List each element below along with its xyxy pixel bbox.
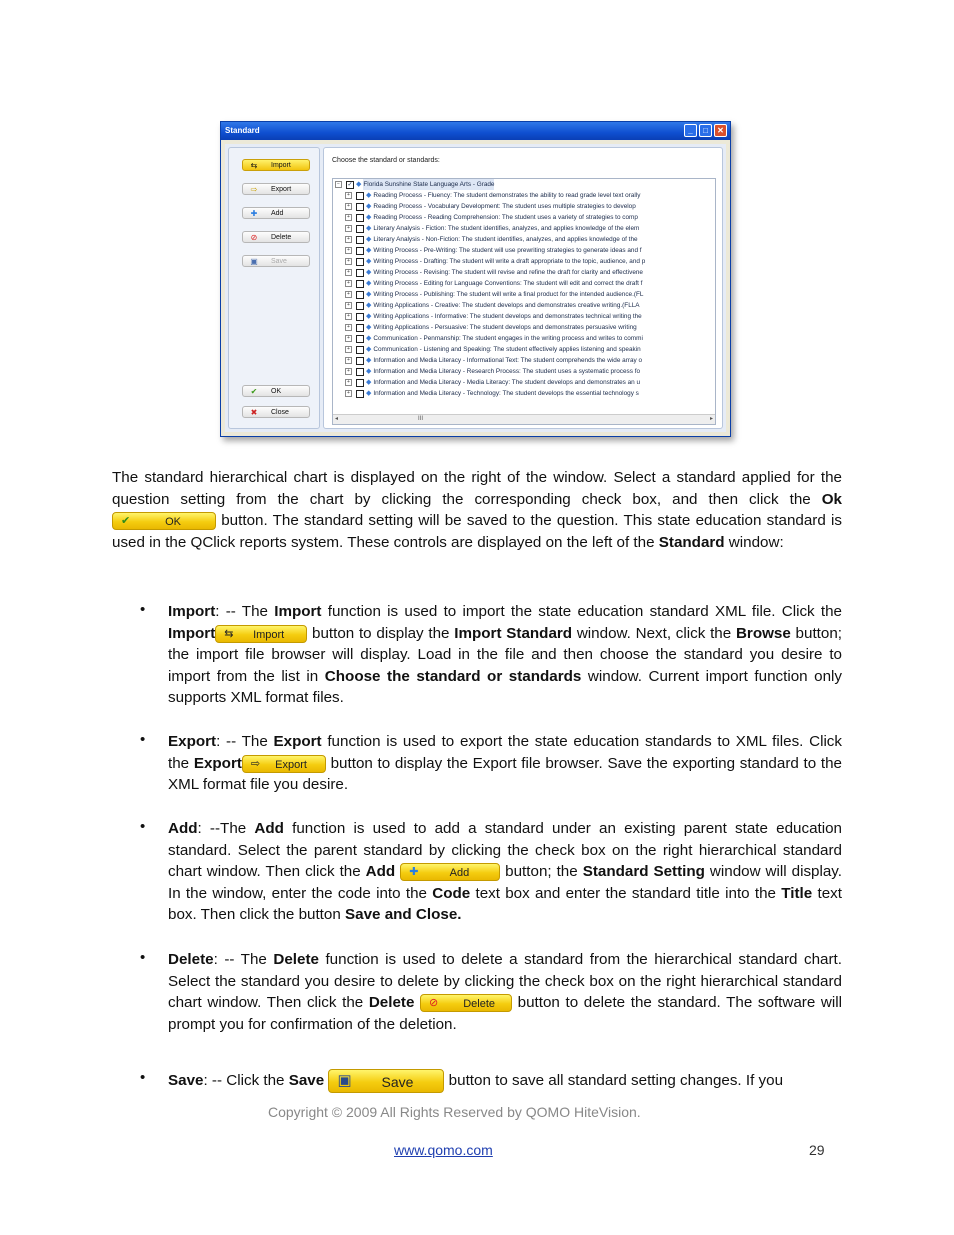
tree-item[interactable] [345, 223, 639, 234]
scroll-right-icon[interactable]: ▸ [709, 416, 713, 422]
tree-item-label: Information and Media Literacy - Research Process: The student uses a systematic process fo [373, 368, 641, 375]
expand-icon[interactable]: + [345, 225, 352, 232]
checkbox[interactable] [356, 192, 364, 200]
tree-item-label: Writing Process - Drafting: The student will write a draft appropriate to the topic, audience, and p [373, 258, 646, 265]
checkbox[interactable] [356, 247, 364, 255]
checkbox[interactable] [356, 258, 364, 266]
tree-item[interactable] [345, 377, 640, 388]
standard-icon: ◆ [366, 346, 372, 353]
tree-item-label: Writing Applications - Informative: The student develops and demonstrates technical writing the [373, 313, 642, 320]
tree-item-label: Literary Analysis - Fiction: The student identifies, analyzes, and applies knowledge of the elem [373, 225, 640, 232]
window-titlebar [221, 122, 730, 140]
checkbox[interactable] [356, 379, 364, 387]
tree-item-label: Communication - Penmanship: The student engages in the writing process and writes to commi [373, 335, 643, 342]
checkbox[interactable] [356, 291, 364, 299]
scroll-thumb[interactable]: III [418, 416, 424, 422]
standard-window-screenshot [220, 121, 731, 437]
save-item: Save: -- Click the Save ▣ Save button to save all standard setting changes. If you [168, 1069, 842, 1093]
expand-icon[interactable]: + [345, 269, 352, 276]
tree-item[interactable] [345, 212, 638, 223]
tree-item[interactable] [345, 256, 645, 267]
standard-icon: ◆ [366, 368, 372, 375]
export-item: Export: -- The Export function is used to export the state education standards to XML files. Click the Export ⇨ Export button to display the Export file browser. Save the exporting standard to the XML format file you desire. [168, 733, 842, 794]
tree-item-label: Information and Media Literacy - Technology: The student develops the essential technology s [373, 390, 639, 397]
bullet: • [140, 601, 146, 618]
checkbox[interactable] [356, 357, 364, 365]
add-inline-button: ✚ Add [400, 863, 500, 881]
standard-icon: ◆ [366, 269, 372, 276]
tree-item-label: Reading Process - Vocabulary Development: The student uses multiple strategies to develop [373, 203, 636, 210]
tree-item[interactable] [345, 201, 636, 212]
tree-item[interactable] [345, 278, 642, 289]
collapse-icon[interactable]: − [335, 181, 342, 188]
checkbox[interactable] [356, 335, 364, 343]
expand-icon[interactable]: + [345, 390, 352, 397]
tree-item[interactable] [345, 366, 640, 377]
expand-icon[interactable]: + [345, 313, 352, 320]
checkbox[interactable] [356, 313, 364, 321]
tree-item-label: Writing Applications - Persuasive: The student develops and demonstrates persuasive writing [373, 324, 637, 331]
delete-button[interactable]: ⊘ Delete [242, 231, 310, 243]
tree-item-label: Writing Process - Publishing: The student will write a final product for the intended audience.(FL [373, 291, 644, 298]
intro-paragraph: The standard hierarchical chart is displayed on the right of the window. Select a standard applied for the question setting from the chart by clicking the corresponding check box, and then click the Ok ✔ OK button. The standard setting will be saved to the question. This state education standard is used in the QClick reports system. These controls are displayed on the left of the Standard window: [112, 469, 842, 551]
import-icon: ⇆ [224, 627, 234, 640]
bullet: • [140, 818, 146, 835]
maximize-icon[interactable]: □ [699, 124, 712, 137]
export-inline-button: ⇨ Export [242, 755, 326, 773]
checkbox[interactable] [356, 269, 364, 277]
tree-item-label: Information and Media Literacy - Informational Text: The student comprehends the wide array o [373, 357, 643, 364]
checkbox[interactable] [356, 280, 364, 288]
bullet: • [140, 949, 146, 966]
delete-inline-button: ⊘ Delete [420, 994, 512, 1012]
tree-item-label: Writing Applications - Creative: The student develops and demonstrates creative writing.(FLLA [373, 302, 640, 309]
controls-pane [228, 147, 320, 429]
horizontal-scrollbar[interactable] [333, 414, 715, 424]
tree-item[interactable] [345, 300, 640, 311]
delete-icon: ⊘ [250, 233, 258, 242]
checkbox[interactable] [356, 236, 364, 244]
ok-inline-button: ✔ OK [112, 512, 216, 530]
save-button[interactable]: ▣ Save [242, 255, 310, 267]
standard-icon: ◆ [366, 203, 372, 210]
tree-item[interactable] [345, 333, 643, 344]
tree-item-label: Reading Process - Reading Comprehension: The student uses a variety of strategies to comp [373, 214, 638, 221]
expand-icon[interactable]: + [345, 357, 352, 364]
tree-item-label: Information and Media Literacy - Media Literacy: The student develops and demonstrates an u [373, 379, 641, 386]
tree-item-label: Reading Process - Fluency: The student demonstrates the ability to read grade level text orally [373, 192, 641, 199]
standards-pane [323, 147, 723, 429]
ok-button[interactable]: ✔ OK [242, 385, 310, 397]
tree-item[interactable] [345, 289, 643, 300]
bullet: • [140, 731, 146, 748]
export-icon: ⇨ [250, 185, 258, 194]
add-item: Add: --The Add function is used to add a standard under an existing parent state education standard. Select the parent standard by clicking the check box on the right hierarchical standard chart window. Then click the Add ✚ Add button; the Standard Setting window will display. In the window, enter the code into the Code text box and enter the standard title into the Title text box. Then click the button Save and Close. [168, 820, 843, 924]
expand-icon[interactable]: + [345, 214, 352, 221]
tree-item[interactable] [345, 267, 643, 278]
expand-icon[interactable]: + [345, 335, 352, 342]
expand-icon[interactable]: + [345, 346, 352, 353]
tree-item-label: Writing Process - Revising: The student will revise and refine the draft for clarity and effectivene [373, 269, 643, 276]
checkbox[interactable] [356, 390, 364, 398]
add-icon: ✚ [409, 866, 419, 879]
expand-icon[interactable]: + [345, 192, 352, 199]
choose-label: Choose the standard or standards: [332, 157, 440, 164]
standard-icon: ◆ [366, 192, 372, 199]
expand-icon[interactable]: + [345, 379, 352, 386]
tree-item[interactable] [345, 234, 638, 245]
standard-icon: ◆ [366, 280, 372, 287]
save-icon: ▣ [250, 257, 258, 266]
standard-icon: ◆ [366, 225, 372, 232]
tree-root-item[interactable]: − ✓ ◆ Florida Sunshine State Language Arts - Grade [335, 179, 494, 190]
save-inline-button: ▣ Save [328, 1069, 444, 1093]
import-inline-button: ⇆ Import [215, 625, 307, 643]
standard-icon: ◆ [366, 236, 372, 243]
standard-icon: ◆ [366, 247, 372, 254]
checkbox[interactable] [356, 225, 364, 233]
delete-icon: ⊘ [429, 997, 439, 1010]
tree-item[interactable] [345, 388, 639, 399]
checkbox[interactable] [356, 214, 364, 222]
checkbox[interactable] [356, 368, 364, 376]
copyright: Copyright © 2009 All Rights Reserved by QOMO HiteVision. [268, 1104, 641, 1120]
standard-icon: ◆ [366, 324, 372, 331]
check-icon: ✔ [250, 387, 258, 396]
import-item: Import: -- The Import function is used to import the state education standard XML file. Click the Import ⇆ Import button to display the Import Standard window. Next, click the Browse button; the import file browser will display. Load in the file and then choose the standard you desire to import from the list in Choose the standard or standards window. Current import function only supports XML format files. [168, 603, 843, 707]
checkbox[interactable] [356, 324, 364, 332]
tree-item[interactable] [345, 190, 640, 201]
tree-item-label: Writing Process - Pre-Writing: The student will use prewriting strategies to generate ideas and f [373, 247, 642, 254]
tree-item[interactable] [345, 311, 642, 322]
page-number: 29 [809, 1142, 825, 1158]
export-icon: ⇨ [250, 757, 261, 770]
check-icon: ✔ [121, 515, 131, 528]
expand-icon[interactable]: + [345, 368, 352, 375]
add-button[interactable]: ✚ Add [242, 207, 310, 219]
standard-icon: ◆ [366, 302, 372, 309]
standard-icon: ◆ [366, 258, 372, 265]
add-icon: ✚ [250, 209, 258, 218]
scroll-left-icon[interactable]: ◂ [335, 416, 339, 422]
standard-icon: ◆ [366, 214, 372, 221]
close-icon: ✖ [250, 408, 258, 417]
standard-icon: ◆ [356, 181, 362, 188]
expand-icon[interactable]: + [345, 280, 352, 287]
standards-tree[interactable] [332, 178, 716, 425]
standard-icon: ◆ [366, 379, 372, 386]
expand-icon[interactable]: + [345, 302, 352, 309]
checkbox[interactable] [356, 346, 364, 354]
standard-icon: ◆ [366, 313, 372, 320]
expand-icon[interactable]: + [345, 236, 352, 243]
expand-icon[interactable]: + [345, 247, 352, 254]
checkbox[interactable] [356, 203, 364, 211]
tree-item[interactable] [345, 245, 642, 256]
close-button[interactable]: ✖ Close [242, 406, 310, 418]
checkbox[interactable] [356, 302, 364, 310]
standard-icon: ◆ [366, 357, 372, 364]
export-button[interactable]: ⇨ Export [242, 183, 310, 195]
expand-icon[interactable]: + [345, 203, 352, 210]
tree-item[interactable] [345, 344, 641, 355]
import-button[interactable]: ⇆ Import [242, 159, 310, 171]
close-window-icon[interactable]: ✕ [714, 124, 727, 137]
minimize-icon[interactable]: _ [684, 124, 697, 137]
expand-icon[interactable]: + [345, 291, 352, 298]
tree-item[interactable] [345, 355, 642, 366]
tree-item-label: Literary Analysis - Non-Fiction: The student identifies, analyzes, and applies knowledge of the [373, 236, 638, 243]
standard-icon: ◆ [366, 390, 372, 397]
bullet: • [140, 1069, 146, 1086]
standard-icon: ◆ [366, 291, 372, 298]
window-title: Standard [225, 126, 260, 135]
checkbox-checked[interactable]: ✓ [347, 181, 353, 188]
tree-item-label: Communication - Listening and Speaking: The student effectively applies listening and speakin [373, 346, 641, 353]
save-icon: ▣ [337, 1072, 352, 1089]
expand-icon[interactable]: + [345, 258, 352, 265]
expand-icon[interactable]: + [345, 324, 352, 331]
website-link[interactable]: www.qomo.com [394, 1142, 493, 1158]
tree-item[interactable] [345, 322, 637, 333]
delete-item: Delete: -- The Delete function is used to delete a standard from the hierarchical standard chart. Select the standard you desire to delete by clicking the check box on the right hierarchical standard chart window. Then click the Delete ⊘ Delete button to delete the standard. The software will prompt you for confirmation of the deletion. [168, 951, 842, 1033]
tree-item-label: Writing Process - Editing for Language Conventions: The student will edit and correct the draft f [373, 280, 643, 287]
standard-icon: ◆ [366, 335, 372, 342]
import-icon: ⇆ [250, 161, 258, 170]
